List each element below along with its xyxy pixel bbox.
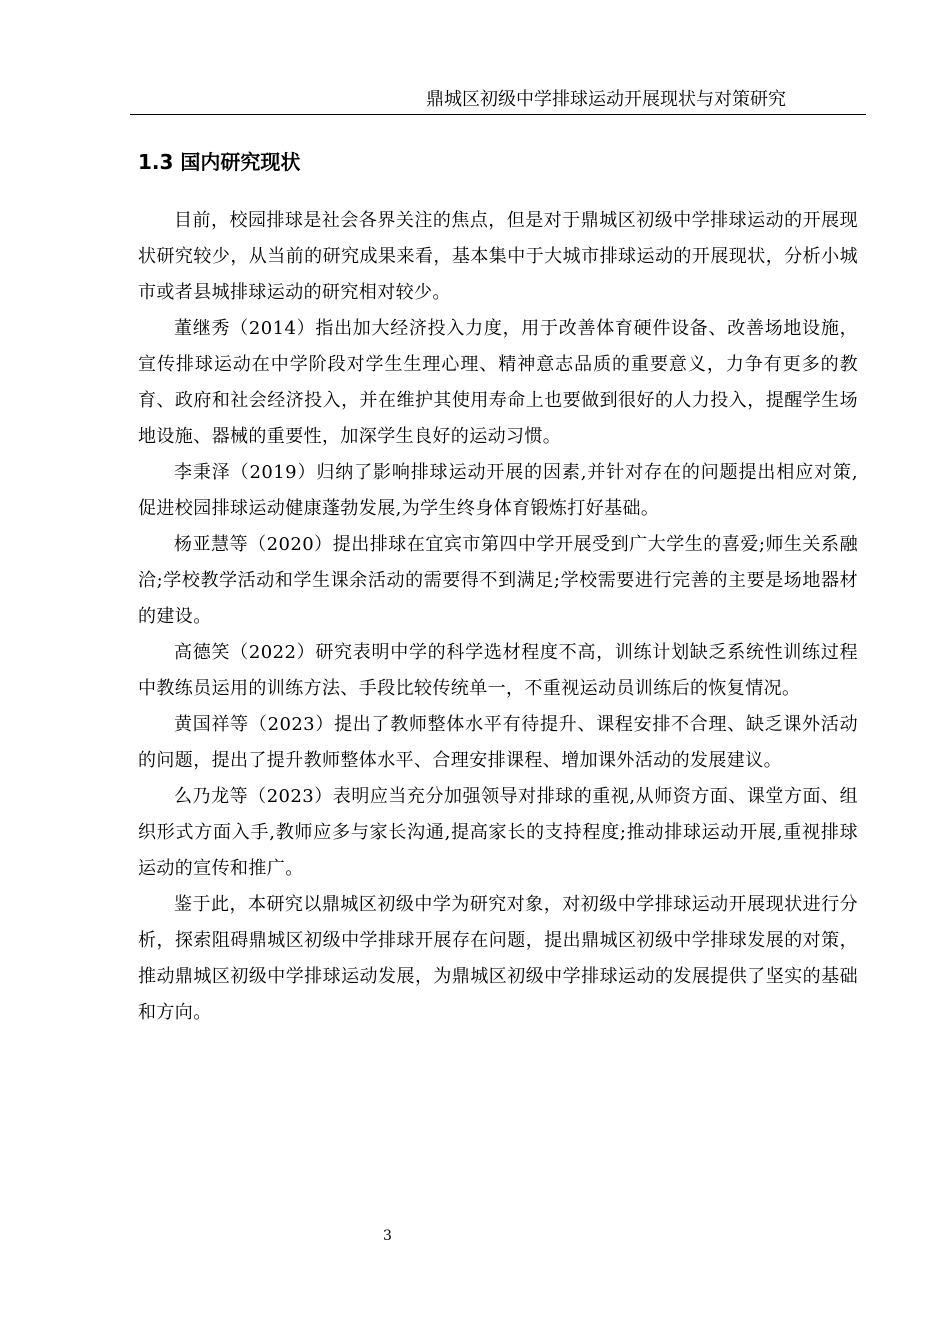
paragraph-yang-yahui: 杨亚慧等（2020）提出排球在宜宾市第四中学开展受到广大学生的喜爱;师生关系融洽;学校教学活动和学生课余活动的需要得不到满足;学校需要进行完善的主要是场地器材的建设。 [138,534,858,627]
paragraph-yao-nailong: 么乃龙等（2023）表明应当充分加强领导对排球的重视,从师资方面、课堂方面、组织形式方面入手,教师应多与家长沟通,提高家长的支持程度;推动排球运动开展,重视排球运动的宣传和推广。 [138,786,858,879]
paragraph-conclusion: 鉴于此，本研究以鼎城区初级中学为研究对象，对初级中学排球运动开展现状进行分析，探索阻碍鼎城区初级中学排球开展存在问题，提出鼎城区初级中学排球发展的对策，推动鼎城区初级中学排球运动发展，为鼎城区初级中学排球运动的发展提供了坚实的基础和方向。 [138,894,858,1023]
header-divider [130,114,866,115]
paragraph-huang-guoxiang: 黄国祥等（2023）提出了教师整体水平有待提升、课程安排不合理、缺乏课外活动的问题，提出了提升教师整体水平、合理安排课程、增加课外活动的发展建议。 [138,714,858,771]
paragraph-intro: 目前，校园排球是社会各界关注的焦点，但是对于鼎城区初级中学排球运动的开展现状研究较少，从当前的研究成果来看，基本集中于大城市排球运动的开展现状，分析小城市或者县城排球运动的研究相对较少。 [138,210,858,303]
paragraph-dong-jixiu: 董继秀（2014）指出加大经济投入力度，用于改善体育硬件设备、改善场地设施，宣传排球运动在中学阶段对学生生理心理、精神意志品质的重要意义，力争有更多的教育、政府和社会经济投入，并在维护其使用寿命上也要做到很好的人力投入，提醒学生场地设施、器械的重要性，加深学生良好的运动习惯。 [138,318,858,447]
running-header: 鼎城区初级中学排球运动开展现状与对策研究 [426,89,786,110]
page-number: 3 [383,1228,392,1244]
paragraph-gao-dexiao: 高德笑（2022）研究表明中学的科学选材程度不高，训练计划缺乏系统性训练过程中教练员运用的训练方法、手段比较传统单一，不重视运动员训练后的恢复情况。 [138,642,858,699]
section-heading: 1.3 国内研究现状 [138,150,301,174]
paragraph-li-bingze: 李秉泽（2019）归纳了影响排球运动开展的因素,并针对存在的问题提出相应对策,促进校园排球运动健康蓬勃发展,为学生终身体育锻炼打好基础。 [138,462,858,519]
body-text [138,203,858,1031]
